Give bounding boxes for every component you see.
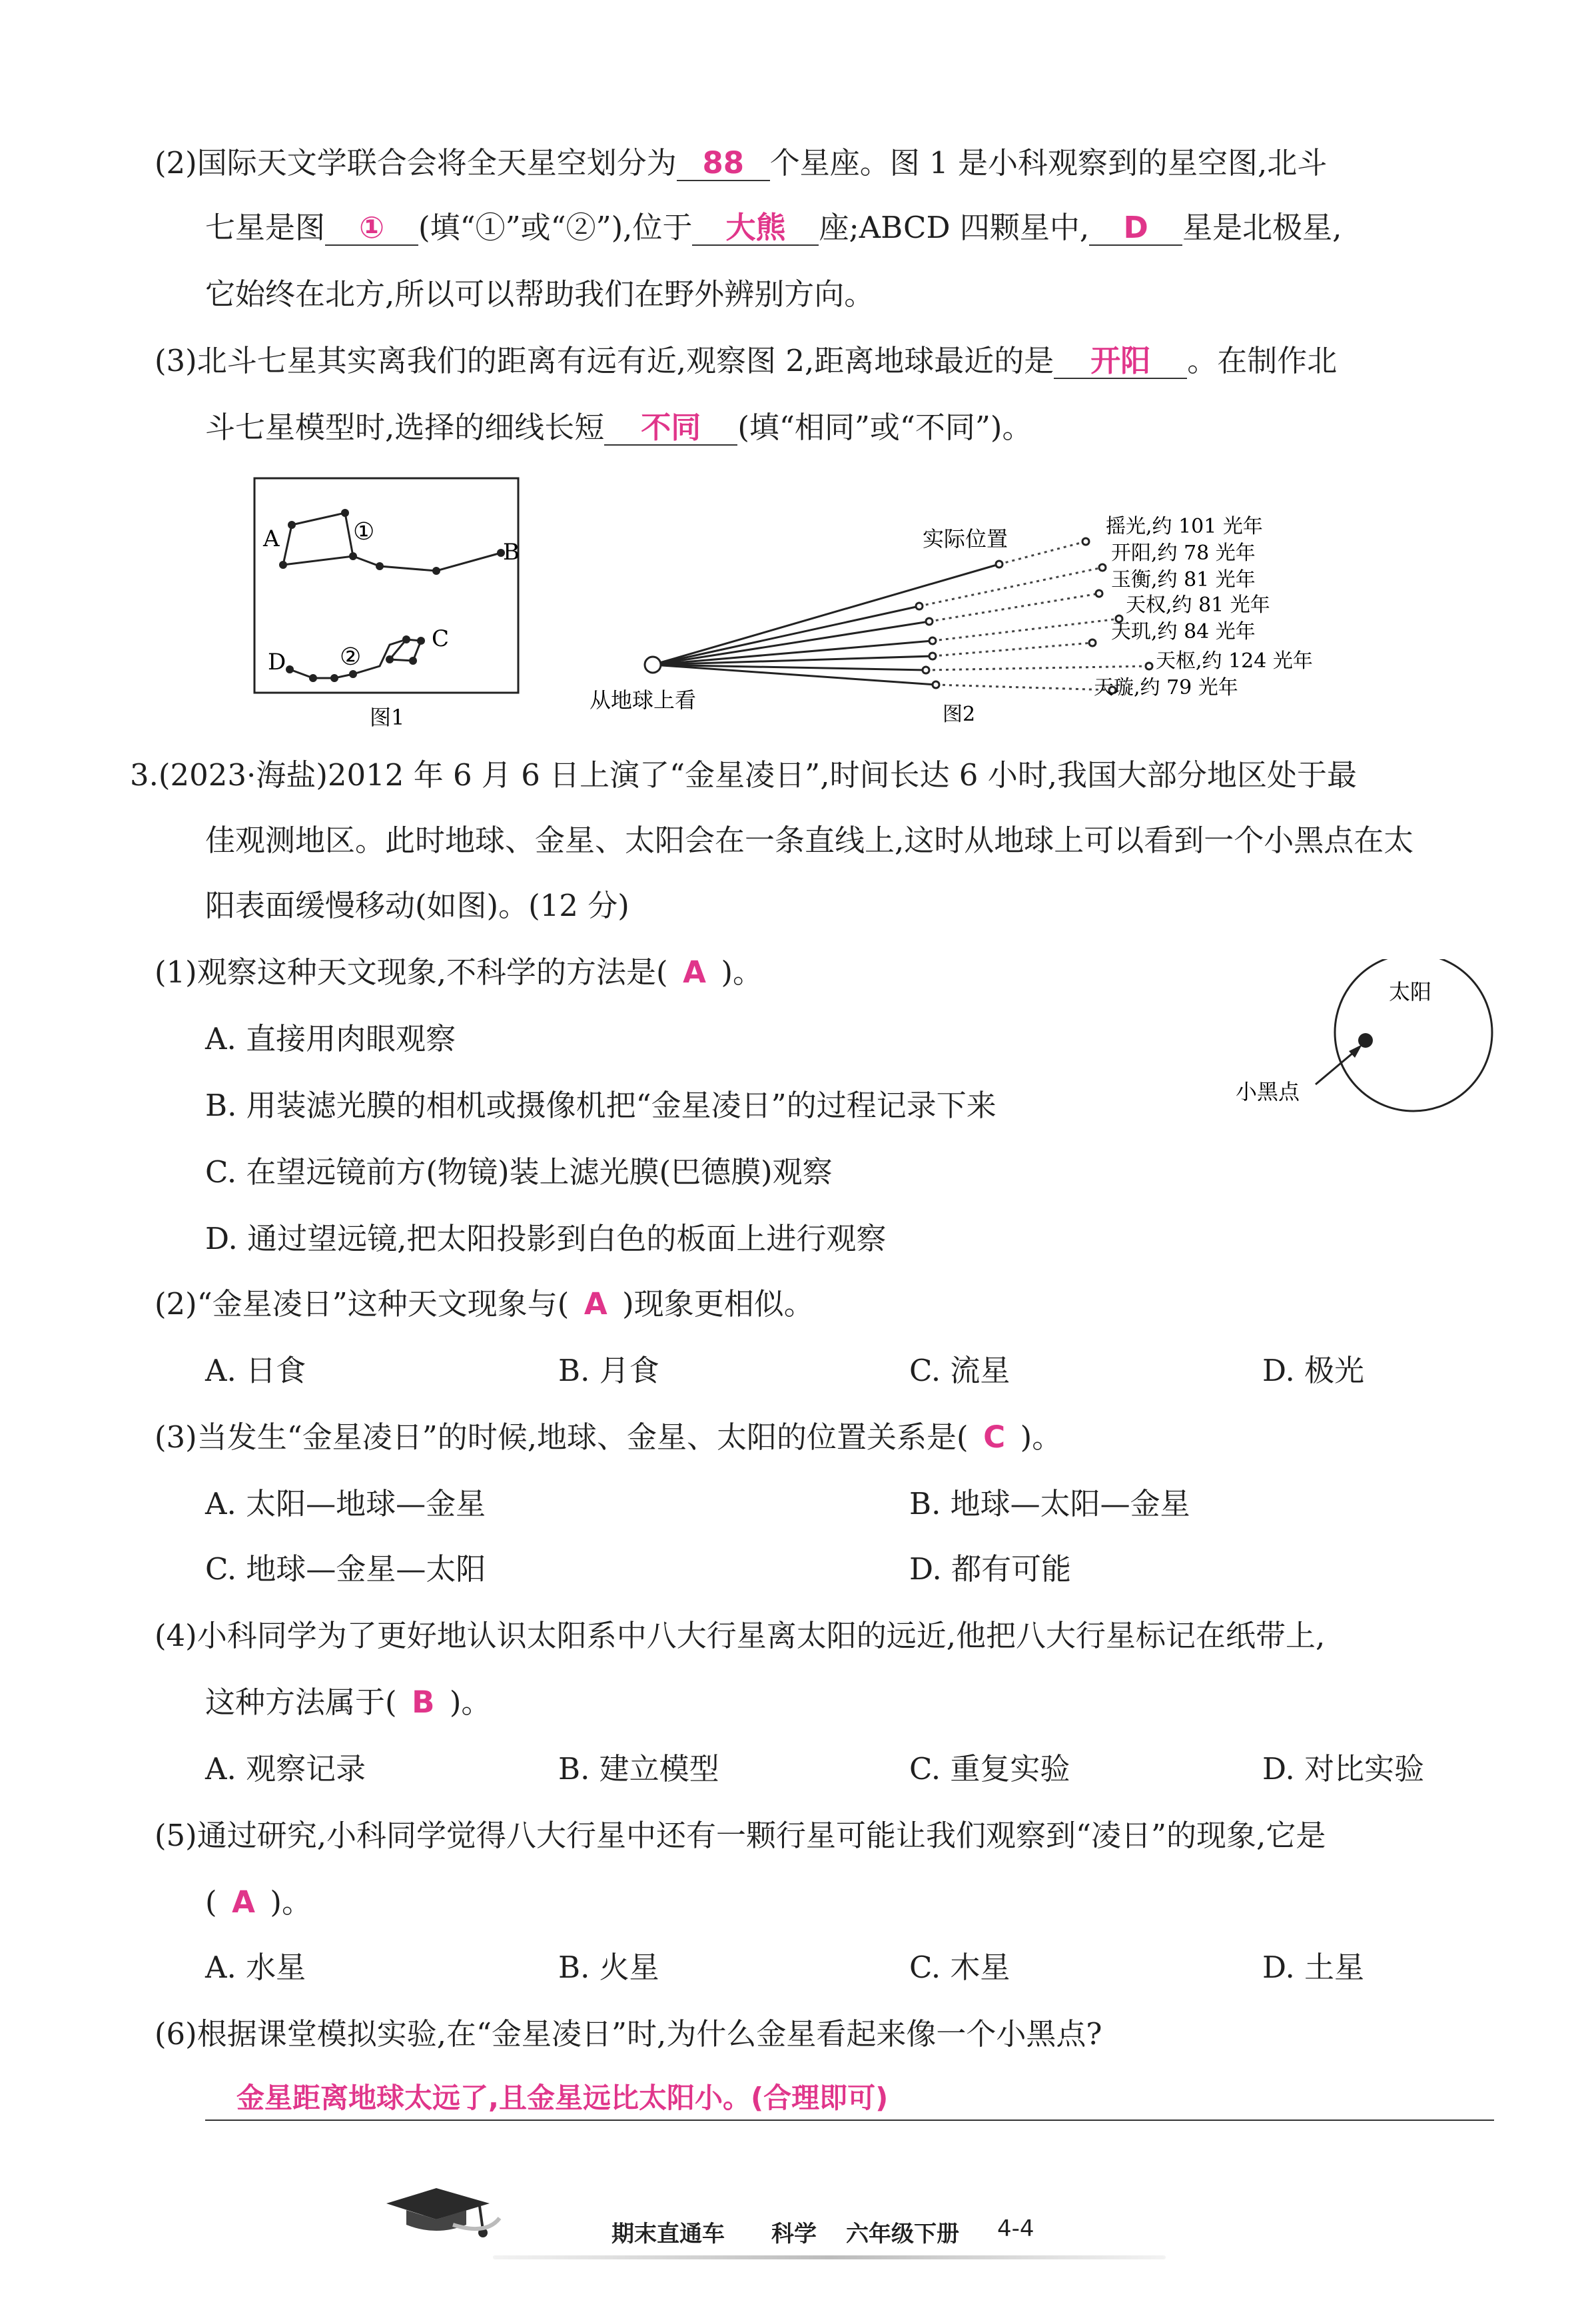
text: )。 <box>721 955 763 990</box>
q3-6-answer: 金星距离地球太远了,且金星远比太阳小。(合理即可) <box>236 2082 889 2114</box>
label-a: A <box>263 526 280 552</box>
q3-4-option-a: A. 观察记录 <box>205 1751 366 1786</box>
q3-intro-line1: 3.(2023·海盐)2012 年 6 月 6 日上演了“金星凌日”,时间长达 6 小时,我国大部分地区处于最 <box>130 757 1358 793</box>
earth-observer <box>645 657 661 673</box>
q3-intro-line3: 阳表面缓慢移动(如图)。(12 分) <box>205 888 629 923</box>
q3-5-question-line2 <box>205 1882 312 1922</box>
footer-grade: 六年级下册 <box>846 2221 959 2247</box>
blank-3 <box>692 211 819 246</box>
blank-6 <box>604 411 737 446</box>
footer-rule <box>493 2255 1166 2259</box>
big-dipper-bowl <box>292 513 353 556</box>
q3-1-option-d: D. 通过望远镜,把太阳投影到白色的板面上进行观察 <box>205 1221 887 1256</box>
q3-1-option-c: C. 在望远镜前方(物镜)装上滤光膜(巴德膜)观察 <box>205 1154 833 1190</box>
label-group-1: ① <box>353 518 375 546</box>
q3-6-answer-underline <box>205 2120 1494 2121</box>
answer-q3-2: A <box>584 1286 607 1322</box>
q3-3-option-a: A. 太阳—地球—金星 <box>205 1486 486 1521</box>
sun-label: 太阳 <box>1389 979 1432 1004</box>
answer-q3-5: A <box>232 1884 255 1920</box>
q3-4-option-b: B. 建立模型 <box>558 1751 719 1786</box>
answer-q3-3: C <box>983 1419 1006 1455</box>
sight-lines <box>653 564 999 685</box>
q2-2-line1 <box>155 143 1327 183</box>
figure-2 <box>573 493 1372 733</box>
figure-1-caption: 图1 <box>370 705 405 730</box>
label-b: B <box>503 539 520 566</box>
text: (1)观察这种天文现象,不科学的方法是( <box>155 955 668 990</box>
big-dipper-lines <box>283 525 501 571</box>
q3-4-option-c: C. 重复实验 <box>909 1751 1070 1786</box>
blank-4 <box>1089 211 1182 246</box>
footer-book: 期末直通车 <box>611 2221 725 2247</box>
sun-diagram <box>1226 959 1505 1132</box>
observer-label: 从地球上看 <box>590 687 697 713</box>
star-label-tianji: 天玑,约 84 光年 <box>1111 620 1256 643</box>
footer-page: 4-4 <box>997 2215 1034 2242</box>
q2-3-line1 <box>155 341 1337 381</box>
star-label-tianquan: 天权,约 81 光年 <box>1126 593 1270 617</box>
figure-2-caption: 图2 <box>943 703 976 726</box>
answer-q3-1: A <box>683 955 706 990</box>
figure-1 <box>246 466 526 733</box>
footer-subject: 科学 <box>771 2221 817 2247</box>
q3-3-option-c: C. 地球—金星—太阳 <box>205 1551 486 1587</box>
blank-1 <box>677 147 770 181</box>
text: (3)当发生“金星凌日”的时候,地球、金星、太阳的位置关系是( <box>155 1419 969 1455</box>
dot-label: 小黑点 <box>1236 1079 1300 1104</box>
blank-5 <box>1054 344 1187 379</box>
text: )。 <box>1020 1419 1062 1455</box>
star-label-kaiyang: 开阳,约 78 光年 <box>1111 542 1256 565</box>
q3-1-option-b: B. 用装滤光膜的相机或摄像机把“金星凌日”的过程记录下来 <box>205 1088 996 1123</box>
q3-2-question <box>155 1284 814 1324</box>
q3-3-option-d: D. 都有可能 <box>909 1551 1072 1587</box>
q2-3-line2 <box>205 408 1032 448</box>
answer-2: ① <box>358 210 385 245</box>
answer-3: 大熊 <box>725 210 786 245</box>
q3-5-question-line1: (5)通过研究,小科同学觉得八大行星中还有一颗行星可能让我们观察到“凌日”的现象,它是 <box>155 1818 1326 1853</box>
text: (2)国际天文学联合会将全天星空划分为 <box>155 145 677 181</box>
text: 这种方法属于( <box>205 1685 397 1720</box>
star-label-yuheng: 玉衡,约 81 光年 <box>1111 568 1256 591</box>
label-group-2: ② <box>340 643 362 671</box>
text: (填“相同”或“不同”)。 <box>737 410 1032 445</box>
text: )。 <box>449 1685 492 1720</box>
answer-1: 88 <box>702 145 745 181</box>
q3-6-question: (6)根据课堂模拟实验,在“金星凌日”时,为什么金星看起来像一个小黑点? <box>155 2016 1102 2052</box>
text: (3)北斗七星其实离我们的距离有远有近,观察图 2,距离地球最近的是 <box>155 343 1054 378</box>
text: 座;ABCD 四颗星中, <box>819 210 1090 245</box>
big-dipper-stars <box>279 509 505 575</box>
blank-2 <box>325 211 418 246</box>
text: )现象更相似。 <box>622 1286 814 1322</box>
q3-5-option-d: D. 土星 <box>1262 1950 1365 1985</box>
answer-5: 开阳 <box>1090 343 1151 378</box>
text: ( <box>205 1884 217 1920</box>
actual-position-label: 实际位置 <box>923 526 1008 552</box>
text: (2)“金星凌日”这种天文现象与( <box>155 1286 570 1322</box>
q3-4-option-d: D. 对比实验 <box>1262 1751 1425 1786</box>
q3-1-option-a: A. 直接用肉眼观察 <box>205 1021 456 1056</box>
q3-2-option-d: D. 极光 <box>1262 1353 1365 1388</box>
text: 它始终在北方,所以可以帮助我们在野外辨别方向。 <box>205 276 875 312</box>
q3-4-question-line2 <box>205 1683 491 1723</box>
answer-6: 不同 <box>641 410 701 445</box>
q3-2-option-c: C. 流星 <box>909 1353 1010 1388</box>
answer-q3-4: B <box>412 1685 435 1720</box>
label-c: C <box>432 625 450 652</box>
text: (填“①”或“②”),位于 <box>418 210 693 245</box>
q3-2-option-a: A. 日食 <box>205 1353 306 1388</box>
q3-1-question <box>155 953 763 992</box>
graduation-cap-icon <box>373 2178 506 2245</box>
star-label-tianshu: 天枢,约 124 光年 <box>1156 649 1313 673</box>
q2-2-line2 <box>205 208 1342 248</box>
q3-4-question-line1: (4)小科同学为了更好地认识太阳系中八大行星离太阳的远近,他把八大行星标记在纸带上, <box>155 1618 1326 1653</box>
q3-5-option-c: C. 木星 <box>909 1950 1010 1985</box>
q3-3-option-b: B. 地球—太阳—金星 <box>909 1486 1190 1521</box>
answer-4: D <box>1123 210 1148 245</box>
q3-2-option-b: B. 月食 <box>558 1353 659 1388</box>
q3-5-option-a: A. 水星 <box>205 1950 306 1985</box>
label-d: D <box>268 649 286 675</box>
text: 七星是图 <box>205 210 326 245</box>
text: 。在制作北 <box>1187 343 1338 378</box>
q3-3-question <box>155 1417 1062 1457</box>
q3-intro-line2: 佳观测地区。此时地球、金星、太阳会在一条直线上,这时从地球上可以看到一个小黑点在太 <box>205 823 1414 858</box>
text: )。 <box>270 1884 312 1920</box>
text: 个星座。图 1 是小科观察到的星空图,北斗 <box>769 145 1328 181</box>
star-label-yaoguang: 摇光,约 101 光年 <box>1106 515 1263 538</box>
text: 星是北极星, <box>1182 210 1342 245</box>
q2-2-line3 <box>205 274 874 314</box>
q3-5-option-b: B. 火星 <box>558 1950 659 1985</box>
text: 斗七星模型时,选择的细线长短 <box>205 410 605 445</box>
star-label-tianxuan: 天璇,约 79 光年 <box>1094 676 1238 699</box>
